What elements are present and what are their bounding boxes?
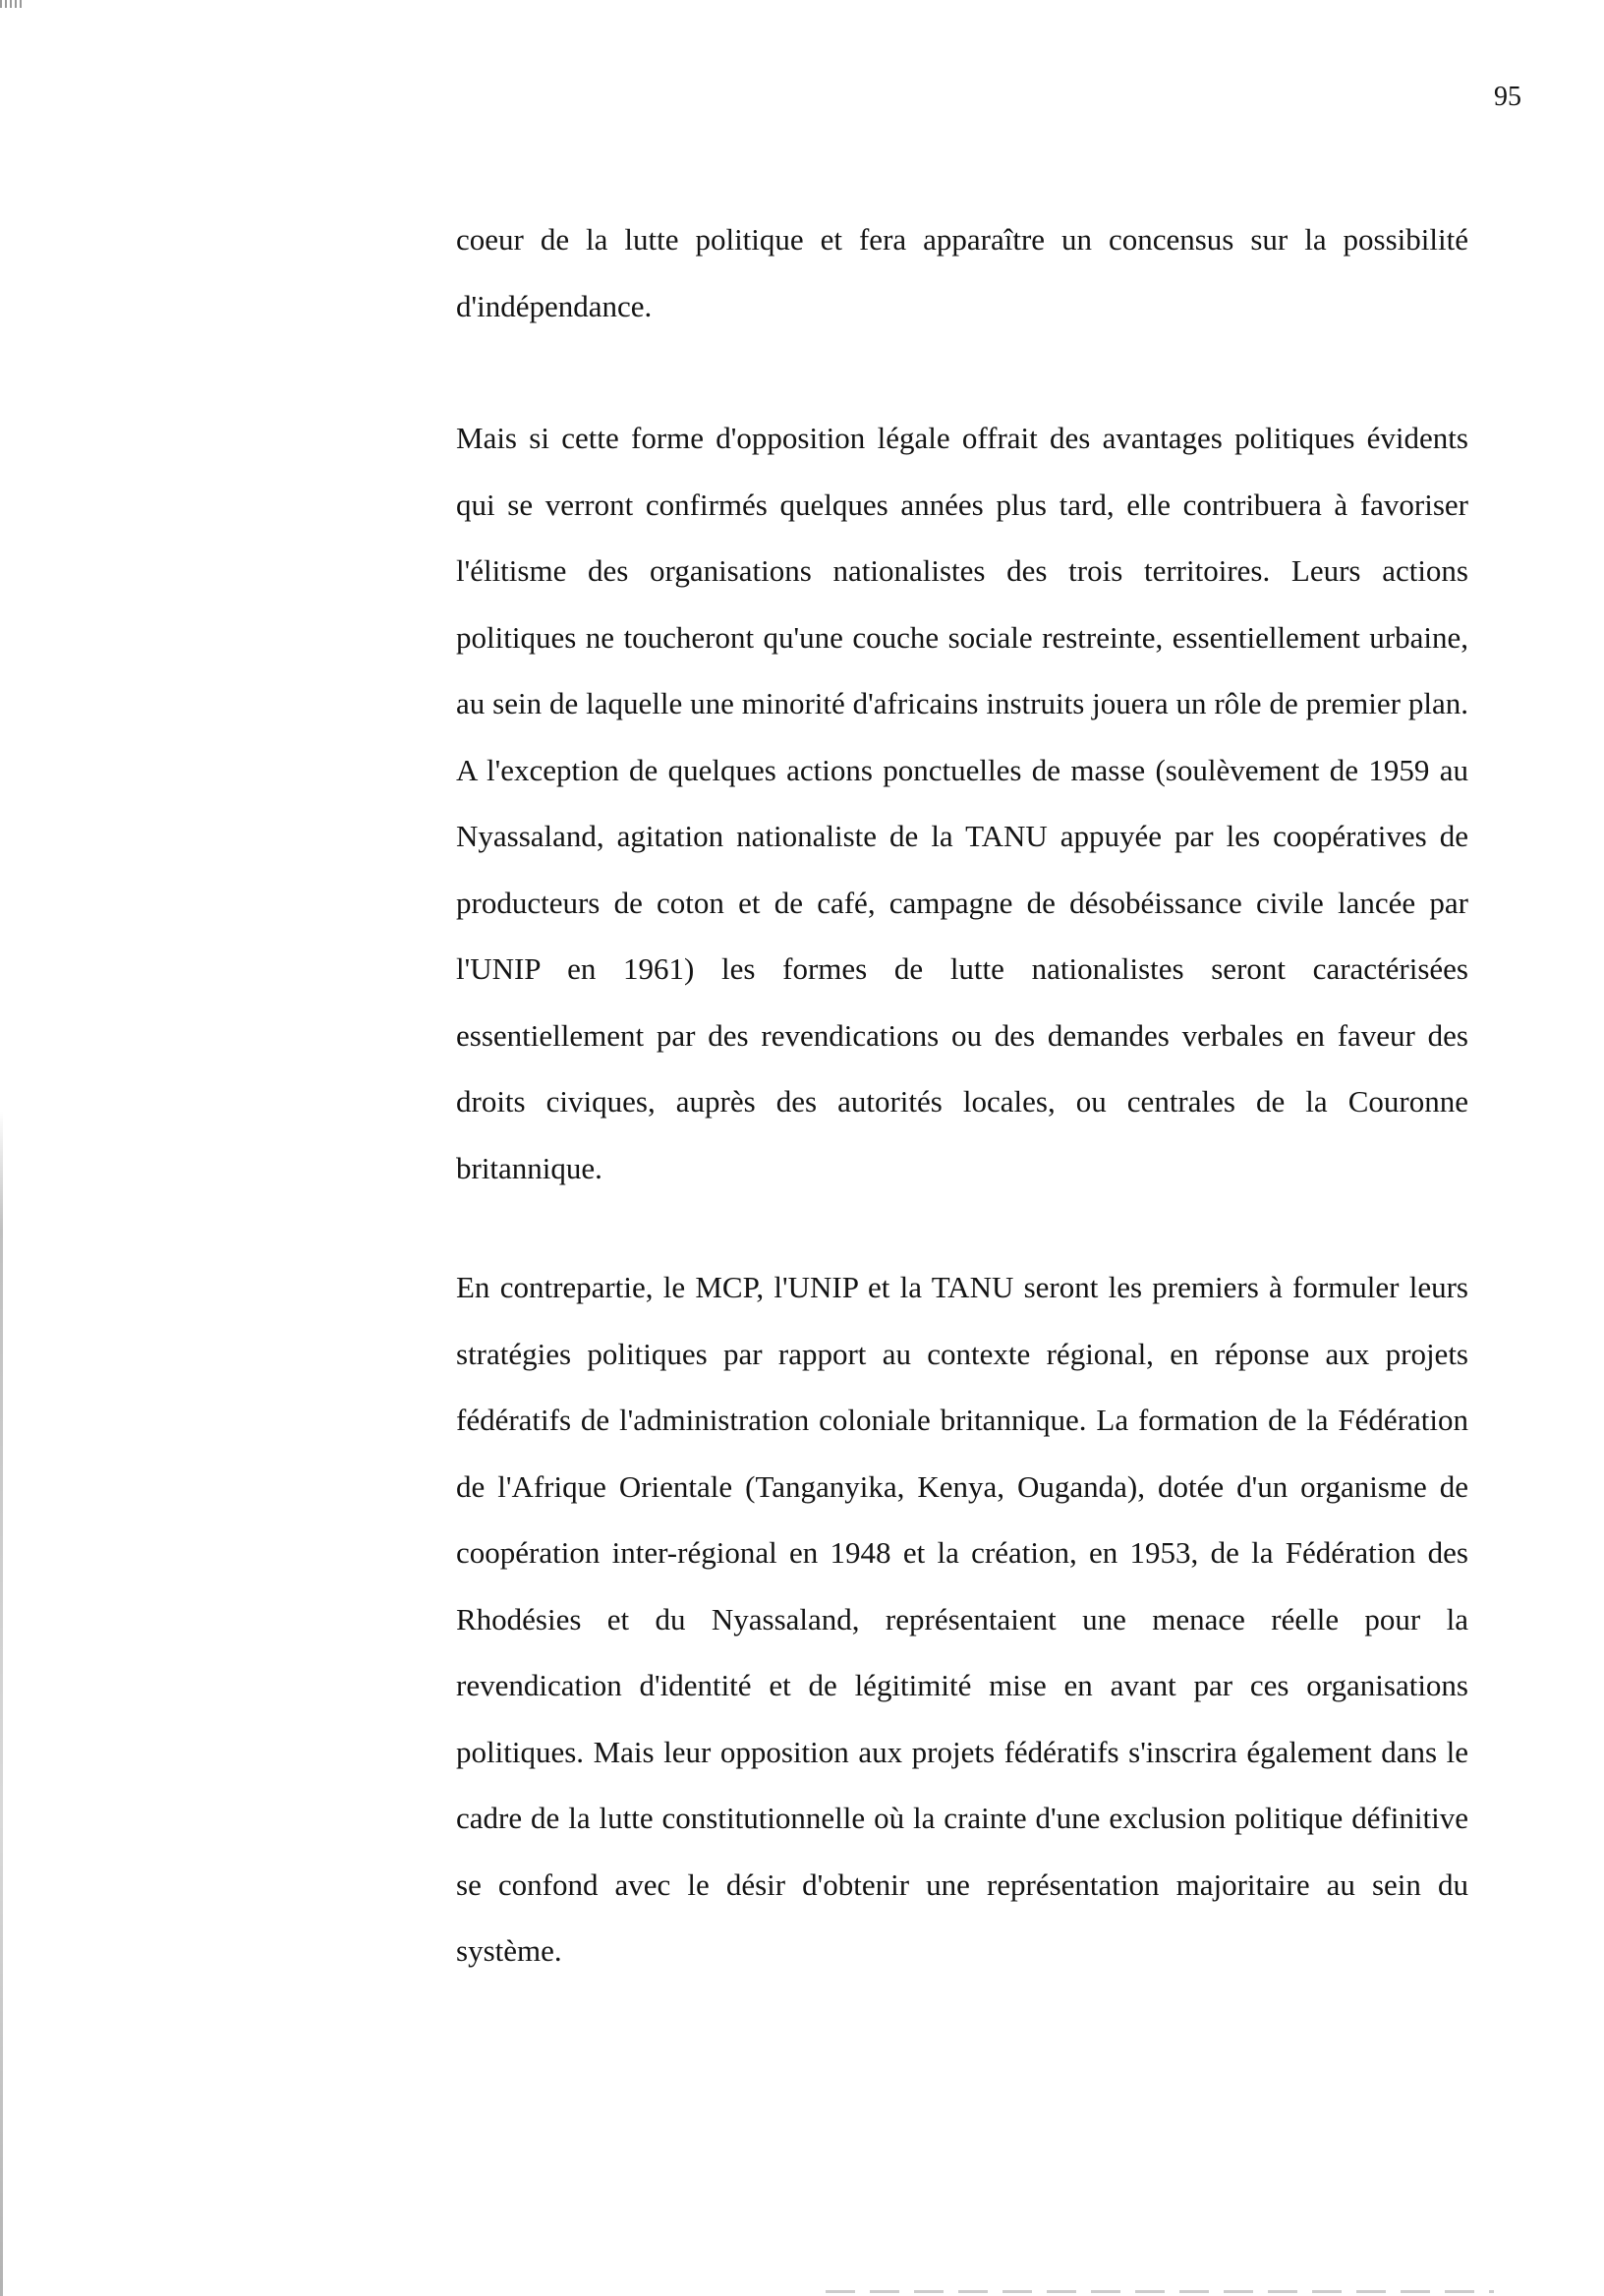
paragraph-2: Mais si cette forme d'opposition légale offrait des avantages politiques évidents qui se verront confirmés quelques années plus tard, elle contribuera à favoriser l'élitisme des organisations nationalistes des trois territoires. Leurs actions politiques ne toucheront qu'une couche sociale restreinte, essentiellement urbaine, au sein de laquelle une minorité d'africains instruits jouera un rôle de premier plan. A l'exception de quelques actions ponctuelles de masse (soulèvement de 1959 au Nyassaland, agitation nationaliste de la TANU appuyée par les coopératives de producteurs de coton et de café, campagne de désobéissance civile lancée par l'UNIP en 1961) les formes de lutte nationalistes seront caractérisées essentiellement par des revendications ou des demandes verbales en faveur des droits civiques, auprès des autorités locales, ou centrales de la Couronne britannique.	[456, 421, 1468, 1185]
scan-mark-bottom	[826, 2290, 1494, 2293]
scan-mark-top	[0, 0, 24, 8]
paragraph-3: En contrepartie, le MCP, l'UNIP et la TANU seront les premiers à formuler leurs stratégies politiques par rapport au contexte régional, en réponse aux projets fédératifs de l'administration coloniale britannique. La formation de la Fédération de l'Afrique Orientale (Tanganyika, Kenya, Ouganda), dotée d'un organisme de coopération inter-régional en 1948 et la création, en 1953, de la Fédération des Rhodésies et du Nyassaland, représentaient une menace réelle pour la revendication d'identité et de légitimité mise en avant par ces organisations politiques. Mais leur opposition aux projets fédératifs s'inscrira également dans le cadre de la lutte constitutionnelle où la crainte d'une exclusion politique définitive se confond avec le désir d'obtenir une représentation majoritaire au sein du système.	[456, 1270, 1468, 1968]
scan-edge-left	[0, 1111, 3, 2296]
page-number: 95	[1494, 82, 1521, 112]
paragraph-1: coeur de la lutte politique et fera apparaître un concensus sur la possibilité d'indépendance.	[456, 222, 1468, 323]
